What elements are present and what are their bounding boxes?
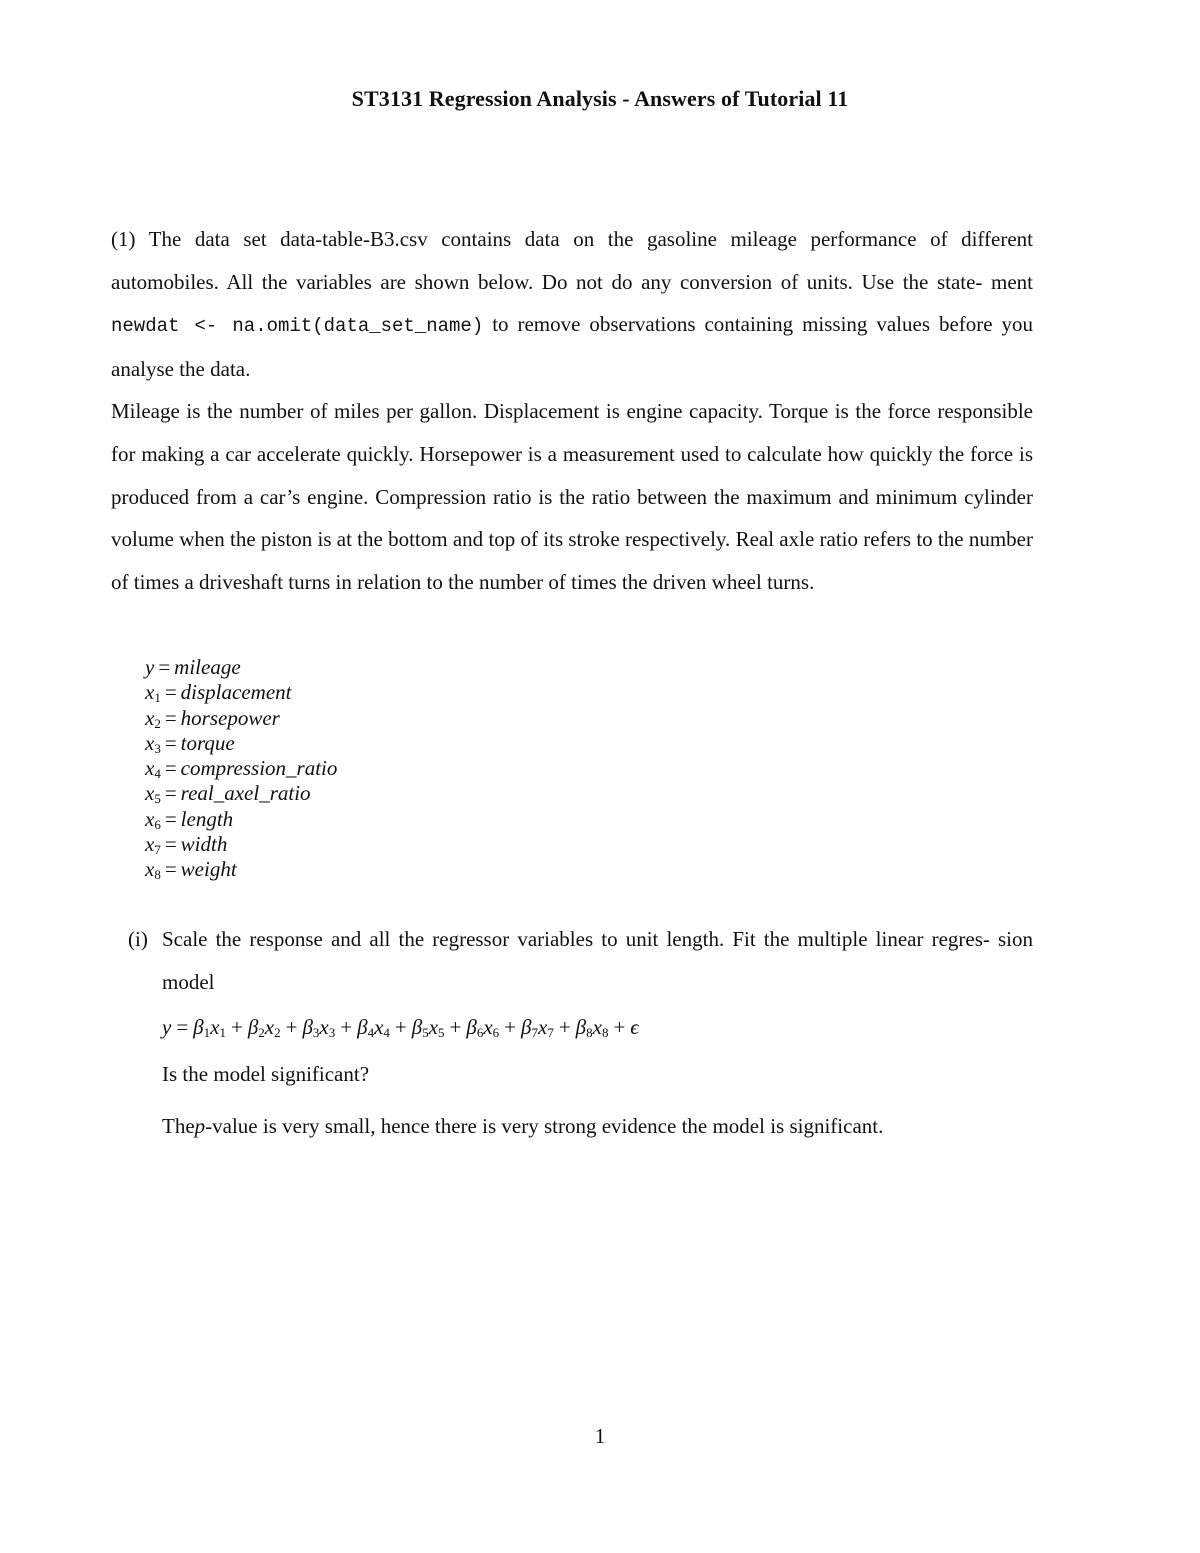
page-number: 1 xyxy=(594,1424,606,1448)
regressor-subscript: 5 xyxy=(438,1025,445,1040)
coefficient-symbol: β xyxy=(575,1015,587,1039)
coefficient-symbol: β xyxy=(357,1015,368,1039)
coefficient-symbol: β xyxy=(466,1015,477,1039)
variable-subscript: 2 xyxy=(154,715,161,731)
part-label: (i) xyxy=(128,927,148,951)
answer-math-symbol: p xyxy=(194,1114,206,1138)
coefficient-subscript: 5 xyxy=(422,1025,429,1040)
error-term: ϵ xyxy=(630,1015,639,1039)
plus-sign: + xyxy=(340,1015,353,1039)
regressor-subscript: 4 xyxy=(383,1025,390,1040)
plus-sign: + xyxy=(394,1015,407,1039)
regressor-subscript: 1 xyxy=(219,1025,226,1040)
coefficient-subscript: 2 xyxy=(258,1025,265,1040)
model-term xyxy=(357,1015,390,1039)
variable-row xyxy=(145,807,337,832)
variable-symbol: x xyxy=(145,806,155,831)
regressor-subscript: 7 xyxy=(547,1025,554,1040)
question-intro xyxy=(111,218,1033,390)
regressor-symbol: x xyxy=(319,1015,329,1039)
variable-row xyxy=(145,680,337,705)
regressor-symbol: x xyxy=(210,1015,220,1039)
variable-symbol: x xyxy=(145,705,155,730)
regressor-subscript: 2 xyxy=(274,1025,281,1040)
variable-list xyxy=(145,655,337,883)
part-i xyxy=(128,918,1033,1003)
variable-subscript: 4 xyxy=(154,766,161,782)
model-term xyxy=(193,1015,226,1039)
coefficient-symbol: β xyxy=(247,1015,259,1039)
regressor-symbol: x xyxy=(264,1015,275,1039)
coefficient-subscript: 4 xyxy=(367,1025,375,1040)
part-instruction: Scale the response and all the regressor variables to unit length. Fit the multiple linear regres- sion model xyxy=(162,927,1033,994)
equals-sign: = xyxy=(158,655,171,679)
variable-row xyxy=(145,706,337,731)
coefficient-symbol: β xyxy=(521,1015,532,1039)
question-intro-text-cont: to remove observations containing missing values before you analyse the data. xyxy=(111,312,1034,381)
plus-sign: + xyxy=(613,1015,626,1039)
model-term xyxy=(466,1015,499,1039)
variable-subscript: 3 xyxy=(154,740,161,756)
model-response: y xyxy=(162,1015,172,1039)
regressor-symbol: x xyxy=(537,1015,548,1039)
question-intro-text: The data set data-table-B3.csv contains data on the gasoline mileage performance of different automobiles. All the variables are shown below. Do not do any conversion of units. Use the state- ment xyxy=(111,227,1033,294)
plus-sign: + xyxy=(504,1015,517,1039)
model-term xyxy=(412,1015,445,1039)
equals-sign: = xyxy=(164,705,177,730)
regressor-subscript: 8 xyxy=(601,1025,609,1040)
variable-name: width xyxy=(180,832,228,857)
coefficient-symbol: β xyxy=(193,1015,204,1039)
coefficient-subscript: 7 xyxy=(531,1025,538,1040)
regressor-symbol: x xyxy=(483,1015,493,1039)
variable-symbol: x xyxy=(145,756,155,781)
answer-text-start: The xyxy=(162,1114,195,1138)
model-term xyxy=(521,1015,554,1039)
variable-symbol: x xyxy=(145,730,155,755)
plus-sign: + xyxy=(230,1015,243,1039)
variable-name: compression_ratio xyxy=(180,756,338,781)
coefficient-subscript: 3 xyxy=(312,1025,320,1040)
variable-row xyxy=(145,781,337,806)
coefficient-symbol: β xyxy=(411,1015,423,1039)
regressor-symbol: x xyxy=(428,1015,439,1039)
regressor-subscript: 6 xyxy=(492,1025,500,1040)
variable-row xyxy=(145,756,337,781)
variable-subscript: 5 xyxy=(154,791,161,807)
variable-symbol: x xyxy=(145,781,155,806)
variable-row xyxy=(145,731,337,756)
variable-name: horsepower xyxy=(180,705,280,730)
variable-subscript: 6 xyxy=(154,816,161,832)
equals-sign: = xyxy=(164,832,177,857)
part-question: Is the model significant? xyxy=(162,1062,370,1086)
variable-symbol: x xyxy=(145,832,155,857)
variable-symbol: y xyxy=(145,655,155,679)
regression-model-equation xyxy=(162,1015,639,1040)
plus-sign: + xyxy=(558,1015,571,1039)
coefficient-symbol: β xyxy=(302,1015,313,1039)
equals-sign: = xyxy=(164,680,177,705)
variable-description: Mileage is the number of miles per gallon. Displacement is engine capacity. Torque is the force responsible for making a car accelerate quickly. Horsepower is a measurement used to calculate how quickly the force is produced from a car’s engine. Compression ratio is the ratio between the maximum and minimum cylinder volume when the piston is at the bottom and top of its stroke respectively. Real axle ratio refers to the number of times a driveshaft turns in relation to the number of times the driven wheel turns. xyxy=(111,399,1033,594)
part-answer xyxy=(162,1114,883,1139)
model-term xyxy=(302,1015,335,1039)
equals-sign: = xyxy=(164,806,177,831)
question-label: (1) xyxy=(111,227,136,251)
page-title: ST3131 Regression Analysis - Answers of Tutorial 11 xyxy=(351,86,849,111)
coefficient-subscript: 6 xyxy=(476,1025,484,1040)
variable-subscript: 7 xyxy=(154,842,161,858)
variable-symbol: x xyxy=(145,680,155,705)
variable-name: displacement xyxy=(180,680,292,705)
variable-name: real_axel_ratio xyxy=(180,781,311,806)
regressor-symbol: x xyxy=(374,1015,384,1039)
plus-sign: + xyxy=(449,1015,462,1039)
coefficient-subscript: 1 xyxy=(203,1025,211,1040)
equals-sign: = xyxy=(164,730,177,755)
variable-name: weight xyxy=(180,857,237,882)
variable-row xyxy=(145,857,337,882)
answer-text-end: -value is very small, hence there is very strong evidence the model is significant. xyxy=(205,1114,884,1138)
variable-name: length xyxy=(180,806,234,831)
plus-sign: + xyxy=(285,1015,298,1039)
regressor-symbol: x xyxy=(592,1015,602,1039)
variable-row xyxy=(145,655,337,680)
variable-subscript: 1 xyxy=(154,690,161,706)
equals-sign: = xyxy=(164,781,177,806)
regressor-subscript: 3 xyxy=(328,1025,336,1040)
code-snippet: newdat <- na.omit(data_set_name) xyxy=(111,315,484,338)
variable-name: torque xyxy=(180,730,235,755)
variable-name: mileage xyxy=(174,655,241,679)
equals-sign: = xyxy=(164,756,177,781)
model-term xyxy=(248,1015,281,1039)
equals-sign: = xyxy=(164,857,177,882)
equals-sign: = xyxy=(176,1015,189,1039)
variable-subscript: 8 xyxy=(154,867,161,883)
model-term xyxy=(576,1015,609,1039)
question-1 xyxy=(111,218,1033,603)
variable-symbol: x xyxy=(145,857,155,882)
coefficient-subscript: 8 xyxy=(586,1025,593,1040)
variable-row xyxy=(145,832,337,857)
